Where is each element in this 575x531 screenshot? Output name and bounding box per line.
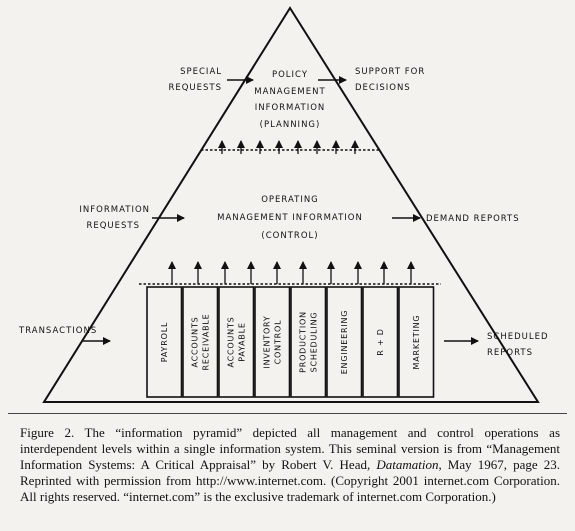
module-box-border [183, 287, 218, 397]
top-output-label-2: DECISIONS [355, 83, 411, 93]
figure-caption [20, 425, 560, 505]
module-label: MARKETING [411, 314, 421, 370]
bottom-output-label-2: REPORTS [487, 348, 533, 358]
upward-flow-arrows-middle [172, 262, 411, 284]
module-label: CONTROL [273, 319, 283, 365]
module-label: PAYABLE [237, 322, 247, 362]
module-label: RECEIVABLE [201, 313, 211, 371]
module-label: ACCOUNTS [190, 316, 200, 368]
module-label: INVENTORY [262, 315, 272, 369]
middle-level-text [217, 195, 363, 241]
caption-journal-name: Datamation [376, 457, 439, 472]
top-input-label-1: SPECIAL [180, 67, 222, 77]
bottom-output-label-1: SCHEDULED [487, 332, 549, 342]
top-output-label-1: SUPPORT FOR [355, 67, 426, 77]
module-label: PAYROLL [159, 321, 169, 363]
module-box-border [219, 287, 254, 397]
module-box-border [255, 287, 290, 397]
middle-level-line-1: OPERATING [261, 195, 319, 205]
top-level-line-1: POLICY [271, 70, 309, 80]
top-level-line-3: INFORMATION [254, 103, 326, 113]
module-label: ACCOUNTS [226, 316, 236, 368]
top-level-line-2: MANAGEMENT [254, 87, 326, 97]
module-box [291, 287, 326, 397]
middle-output-label: DEMAND REPORTS [426, 214, 520, 224]
module-box [255, 287, 290, 397]
upward-flow-arrows-top [222, 141, 355, 154]
module-label: ENGINEERING [339, 309, 349, 375]
bottom-input-label: TRANSACTIONS [19, 326, 98, 336]
middle-input-label-1: INFORMATION [79, 205, 150, 215]
top-level-text [254, 70, 325, 130]
module-label: PRODUCTION [298, 311, 308, 373]
module-box [363, 287, 398, 397]
caption-text-part-2: , May 1967, page 23. Reprinted with permission from http://www.internet.com. (Copyright 2001 internet.com Corporation. All rights reserved. “internet.com” is the exclusive trademark of internet.com Corporation.) [20, 457, 560, 504]
middle-level-line-2: MANAGEMENT INFORMATION [217, 213, 363, 223]
module-box [183, 287, 218, 397]
module-box [219, 287, 254, 397]
middle-input-label-2: REQUESTS [86, 221, 140, 231]
module-box [147, 287, 182, 397]
middle-level-line-3: (CONTROL) [261, 231, 319, 241]
top-level-line-4: (PLANNING) [259, 120, 321, 130]
caption-text-part-1: Figure 2. The “information pyramid” depicted all management and control operations as interdependent levels within a single information system. This seminal version is from “Management Information Systems: A Critical Appraisal” by Robert V. Head, [20, 425, 560, 472]
module-box [399, 287, 434, 397]
module-label: R + D [375, 328, 385, 356]
module-box [327, 287, 362, 397]
module-box-border [291, 287, 326, 397]
application-modules [147, 287, 434, 397]
top-input-label-2: REQUESTS [168, 83, 222, 93]
caption-divider [8, 413, 567, 414]
module-label: SCHEDULING [309, 311, 319, 373]
